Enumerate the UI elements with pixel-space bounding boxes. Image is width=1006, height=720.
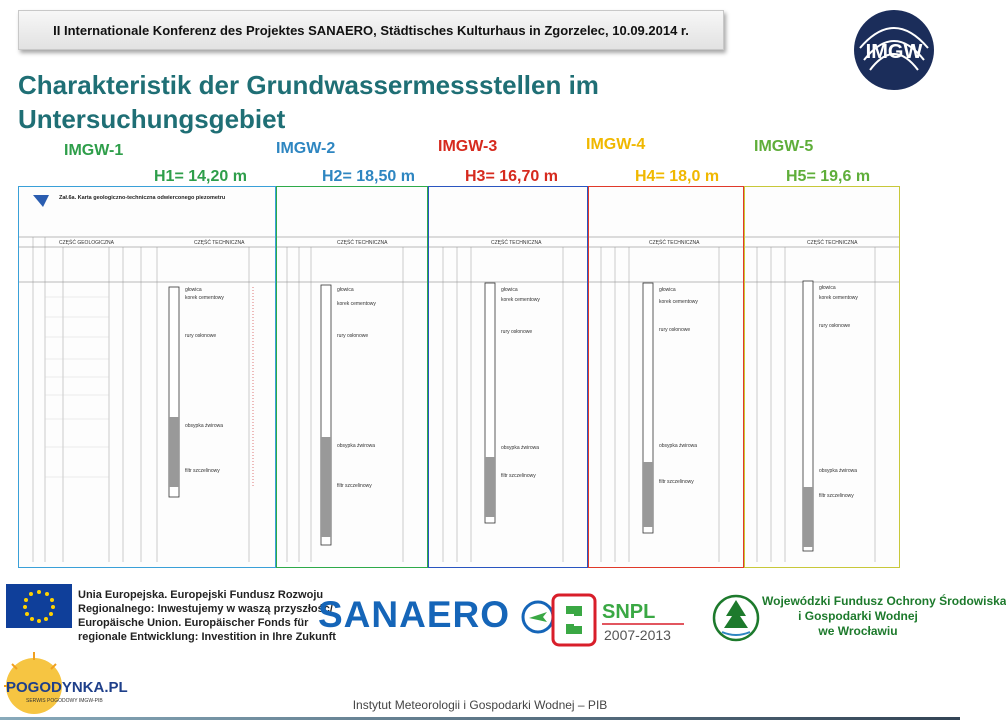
well-height-5: H5= 19,6 m (786, 168, 871, 185)
card-glowica-4: głowica (659, 287, 676, 293)
well-name-4: IMGW-4 (586, 136, 646, 153)
imgw-logo-text: IMGW (865, 41, 923, 63)
card-rury-1: rury osłonowe (185, 333, 217, 339)
well-name-3: IMGW-3 (438, 138, 498, 155)
card-obsypka-4: obsypka żwirowa (659, 443, 698, 449)
card-tech-header-1: CZĘŚĆ TECHNICZNA (194, 240, 245, 246)
borehole-card-5 (744, 186, 900, 568)
airplane-icon (521, 600, 555, 634)
page-title (18, 68, 848, 136)
pogodynka-subtitle: SERWIS POGODOWY IMGW-PIB (26, 698, 103, 704)
card-glowica-1: głowica (185, 287, 202, 293)
sanaero-logo-text: SANAERO (318, 594, 511, 635)
eu-text-line-2: Regionalnego: Inwestujemy w waszą przyszłość/ (78, 603, 333, 615)
wfos-line-2: i Gospodarki Wodnej (798, 609, 918, 623)
snpl-logo-text: SNPL (602, 601, 656, 623)
card-obsypka-2: obsypka żwirowa (337, 443, 376, 449)
borehole-card-2 (276, 186, 428, 568)
card-filtr-3: filtr szczelinowy (501, 473, 536, 479)
eu-text-line-1: Unia Europejska. Europejski Fundusz Rozwoju (78, 589, 324, 601)
snpl-logo (552, 594, 690, 646)
conference-banner (18, 10, 724, 50)
card-korek-4: korek cementowy (659, 299, 698, 305)
card-korek-2: korek cementowy (337, 301, 376, 307)
card-rury-3: rury osłonowe (501, 329, 533, 335)
eu-fund-text (78, 588, 336, 644)
card-rury-5: rury osłonowe (819, 323, 851, 329)
card-tech-header-2: CZĘŚĆ TECHNICZNA (337, 240, 388, 246)
wfos-line-3: we Wrocławiu (818, 624, 898, 638)
well-height-2: H2= 18,50 m (322, 168, 415, 185)
well-height-3: H3= 16,70 m (465, 168, 558, 185)
borehole-drawing-3 (429, 187, 587, 567)
card-geo-header-1: CZĘŚĆ GEOLOGICZNA (59, 240, 115, 246)
wfos-text (762, 594, 1006, 639)
well-height-1: H1= 14,20 m (154, 168, 247, 185)
well-name-1: IMGW-1 (64, 142, 124, 159)
borehole-card-1 (18, 186, 276, 568)
conference-banner-text: II Internationale Konferenz des Projektes SANAERO, Städtisches Kulturhaus in Zgorzelec, 10.09.2014 r. (53, 22, 689, 38)
title-line-2: Untersuchungsgebiet (18, 104, 286, 134)
eu-text-line-4: regionale Entwicklung: Investition in Ihre Zukunft (78, 631, 336, 643)
card-filtr-4: filtr szczelinowy (659, 479, 694, 485)
card-korek-3: korek cementowy (501, 297, 540, 303)
card-heading-1: Zał.6a. Karta geologiczno-techniczna odwierconego piezometru (59, 195, 226, 201)
wfos-line-1: Wojewódzki Fundusz Ochrony Środowiska (762, 594, 1006, 608)
card-glowica-3: głowica (501, 287, 518, 293)
borehole-drawing-1 (19, 187, 275, 567)
imgw-logo (852, 8, 936, 92)
card-obsypka-3: obsypka żwirowa (501, 445, 540, 451)
card-korek-1: korek cementowy (185, 295, 224, 301)
card-korek-5: korek cementowy (819, 295, 858, 301)
title-line-1: Charakteristik der Grundwassermessstellen im (18, 70, 599, 100)
eu-flag-icon (6, 584, 72, 628)
borehole-card-4 (588, 186, 744, 568)
card-filtr-1: filtr szczelinowy (185, 468, 220, 474)
institute-footer: Instytut Meteorologii i Gospodarki Wodnej – PIB (352, 698, 608, 712)
card-tech-header-4: CZĘŚĆ TECHNICZNA (649, 240, 700, 246)
well-name-2: IMGW-2 (276, 140, 336, 157)
well-height-4: H4= 18,0 m (635, 168, 720, 185)
card-obsypka-1: obsypka żwirowa (185, 423, 224, 429)
borehole-card-3 (428, 186, 588, 568)
borehole-drawing-4 (589, 187, 743, 567)
card-obsypka-5: obsypka żwirowa (819, 468, 858, 474)
card-filtr-5: filtr szczelinowy (819, 493, 854, 499)
card-rury-4: rury osłonowe (659, 327, 691, 333)
sanaero-logo (318, 594, 555, 636)
card-glowica-2: głowica (337, 287, 354, 293)
snpl-years: 2007-2013 (604, 627, 671, 643)
borehole-drawing-5 (745, 187, 899, 567)
borehole-drawing-2 (277, 187, 427, 567)
card-tech-header-3: CZĘŚĆ TECHNICZNA (491, 240, 542, 246)
wfos-tree-icon (712, 592, 760, 644)
eu-text-line-3: Europäische Union. Europäischer Fonds für (78, 617, 309, 629)
card-filtr-2: filtr szczelinowy (337, 483, 372, 489)
card-tech-header-5: CZĘŚĆ TECHNICZNA (807, 240, 858, 246)
card-glowica-5: głowica (819, 285, 836, 291)
card-rury-2: rury osłonowe (337, 333, 369, 339)
pogodynka-logo-text: POGODYNKA.PL (6, 679, 128, 696)
well-name-5: IMGW-5 (754, 138, 814, 155)
